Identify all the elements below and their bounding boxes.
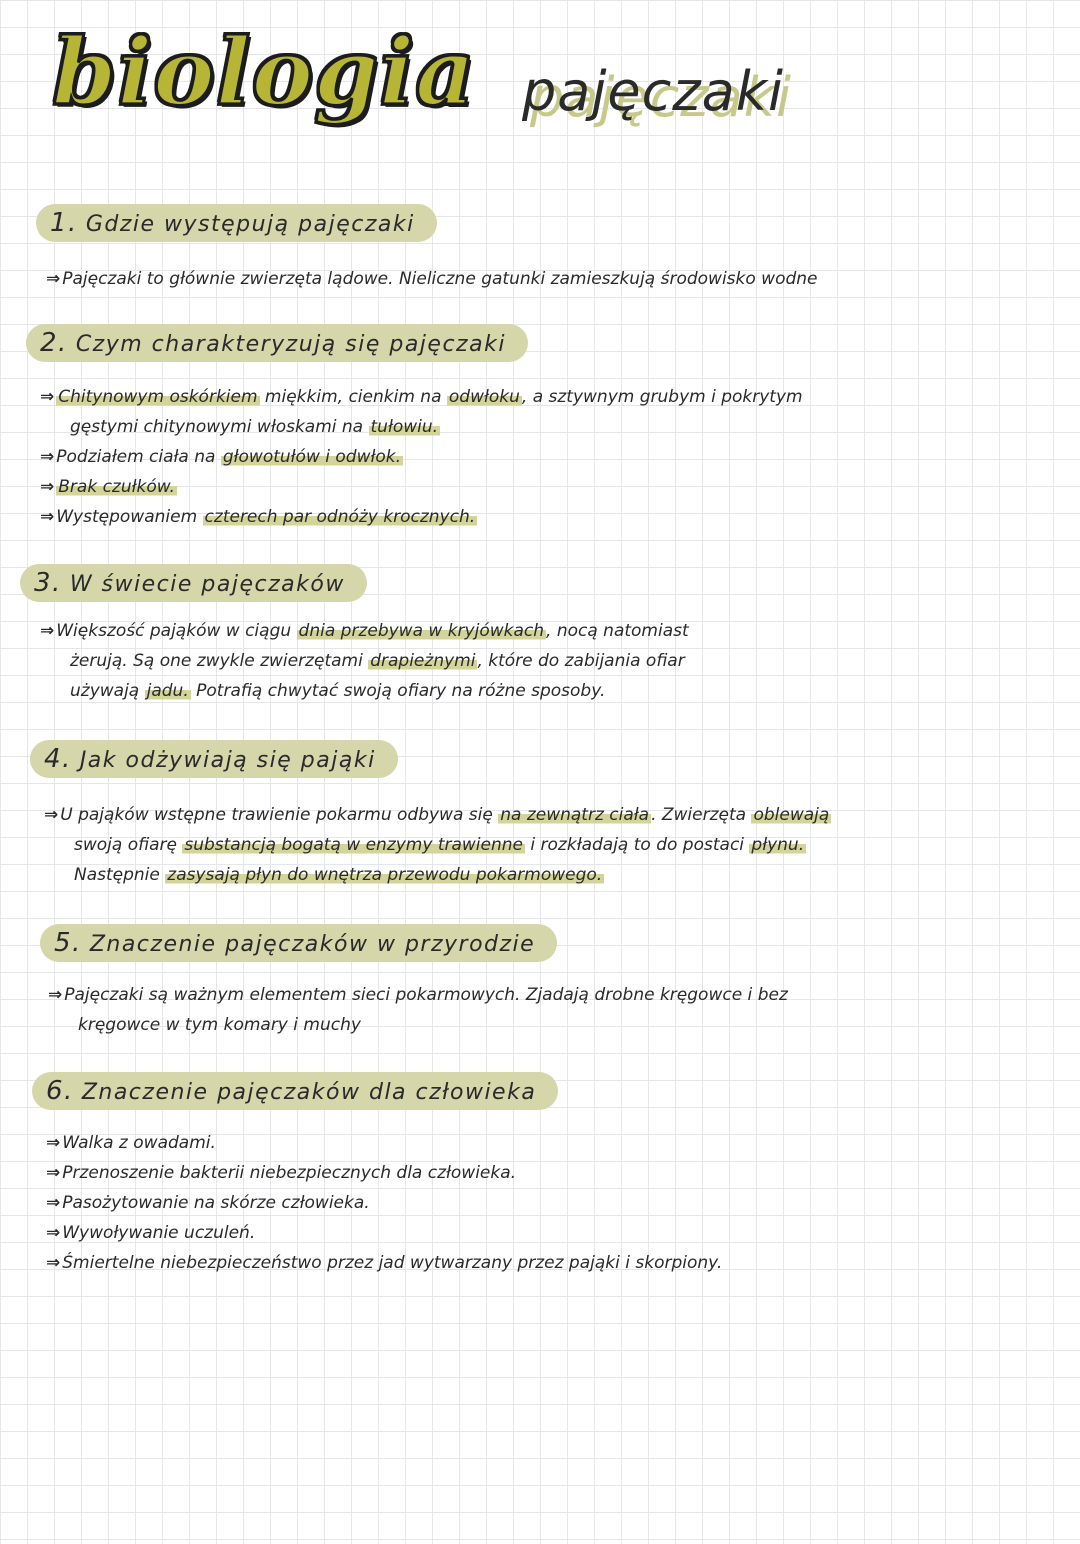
text-line: ⇒ Chitynowym oskórkiem miękkim, cienkim na odwłoku , a sztywnym grubym i pokrytym [40,387,803,407]
section-heading-6 [32,1072,558,1110]
text-line: ⇒ Wywoływanie uczuleń. [46,1223,256,1243]
section-body-5 [48,980,788,1040]
section-title: Gdzie występują pajęczaki [85,212,415,237]
section-heading-5 [40,924,557,962]
arrow-icon: ⇒ [40,477,55,497]
text-line: ⇒ Śmiertelne niebezpieczeństwo przez jad wytwarzany przez pająki i skorpiony. [46,1253,723,1273]
text-line: ⇒ Pajęczaki są ważnym elementem sieci pokarmowych. Zjadają drobne kręgowce i bez [48,985,788,1005]
text-line: Następnie zasysają płyn do wnętrza przewodu pokarmowego. [74,865,603,885]
arrow-icon: ⇒ [44,805,59,825]
arrow-icon: ⇒ [40,621,55,641]
section-number: 6. [46,1076,74,1106]
text-line: ⇒ U pająków wstępne trawienie pokarmu odbywa się na zewnątrz ciała . Zwierzęta oblewają [44,805,830,825]
arrow-icon: ⇒ [46,269,61,289]
page-subtitle: pajęczaki [522,60,784,123]
section-number: 5. [54,928,82,958]
section-body-4 [44,800,831,890]
text-line: ⇒ Przenoszenie bakterii niebezpiecznych dla człowieka. [46,1163,517,1183]
section-title: Znaczenie pajęczaków w przyrodzie [89,932,536,957]
arrow-icon: ⇒ [40,387,55,407]
section-number: 2. [40,328,68,358]
arrow-icon: ⇒ [46,1133,61,1153]
section-body-3 [40,616,689,706]
section-title: Znaczenie pajęczaków dla człowieka [81,1080,537,1105]
text-line: swoją ofiarę substancją bogatą w enzymy trawienne i rozkładają to do postaci płynu. [74,835,805,855]
text-line: ⇒ Pasożytowanie na skórze człowieka. [46,1193,370,1213]
arrow-icon: ⇒ [46,1223,61,1243]
text-line: ⇒ Brak czułków. [40,477,175,497]
section-number: 3. [34,568,62,598]
arrow-icon: ⇒ [48,985,63,1005]
arrow-icon: ⇒ [46,1253,61,1273]
section-title: Jak odżywiają się pająki [79,748,376,773]
text-line: ⇒ Większość pająków w ciągu dnia przebywa w kryjówkach , nocą natomiast [40,621,689,641]
section-number: 4. [44,744,72,774]
section-body-2 [40,382,803,532]
text-line: ⇒ Podziałem ciała na głowotułów i odwłok. [40,447,402,467]
page-title: biologia [52,18,476,126]
text-line: żerują. Są one zwykle zwierzętami drapieżnymi , które do zabijania ofiar [70,651,685,671]
section-heading-1 [36,204,437,242]
arrow-icon: ⇒ [46,1193,61,1213]
section-body-6 [46,1128,722,1278]
section-heading-2 [26,324,528,362]
text-line: ⇒ Występowaniem czterech par odnóży krocznych. [40,507,476,527]
text-line: gęstymi chitynowymi włoskami na tułowiu. [70,417,439,437]
section-title: Czym charakteryzują się pajęczaki [75,332,506,357]
arrow-icon: ⇒ [46,1163,61,1183]
text-line: używają jadu. Potrafią chwytać swoją ofiary na różne sposoby. [70,681,606,701]
text-line: kręgowce w tym komary i muchy [78,1015,361,1035]
arrow-icon: ⇒ [40,447,55,467]
section-body-1 [46,264,818,294]
arrow-icon: ⇒ [40,507,55,527]
section-number: 1. [50,208,78,238]
section-heading-3 [20,564,367,602]
text-line: ⇒ Walka z owadami. [46,1133,216,1153]
section-title: W świecie pajęczaków [69,572,345,597]
text-line: ⇒ Pajęczaki to głównie zwierzęta lądowe. Nieliczne gatunki zamieszkują środowisko wodne [46,269,818,289]
section-heading-4 [30,740,398,778]
